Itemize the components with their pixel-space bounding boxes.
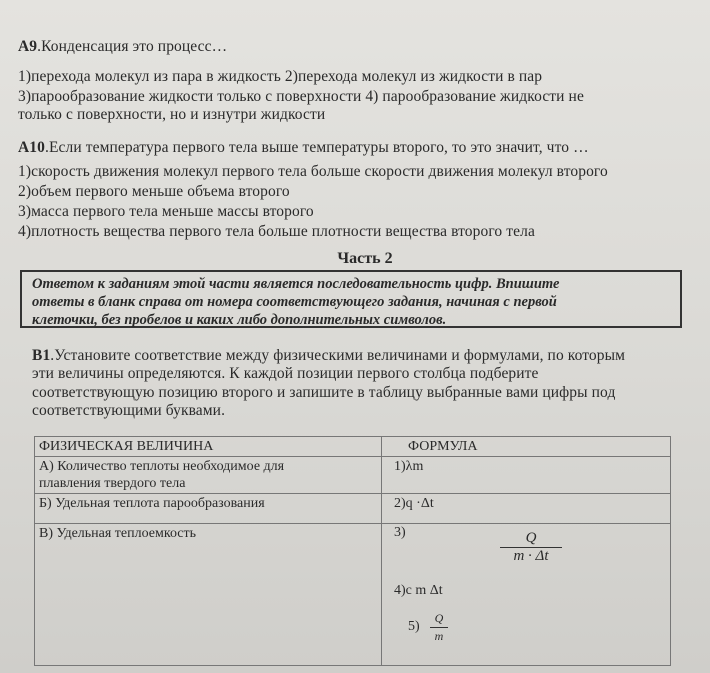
part2-note-line2: ответы в бланк справа от номера соответствующего задания, начиная с первой bbox=[32, 294, 557, 310]
b1-question: .Установите соответствие между физическими величинами и формулами, по которым bbox=[50, 347, 626, 364]
a10-option-4: 4)плотность вещества первого тела больше плотности вещества второго тела bbox=[18, 223, 535, 240]
formula-1: 1)λm bbox=[382, 457, 671, 494]
a9-label: А9 bbox=[18, 38, 38, 55]
part2-instructions-box bbox=[20, 270, 682, 328]
b1-label: В1 bbox=[32, 347, 51, 364]
formula-2: 2)q ·Δt bbox=[382, 494, 671, 524]
column-header-quantity: ФИЗИЧЕСКАЯ ВЕЛИЧИНА bbox=[35, 437, 382, 457]
formula-3-fraction bbox=[500, 530, 562, 565]
column-header-formula: ФОРМУЛА bbox=[382, 437, 671, 457]
a10-question: .Если температура первого тела выше температуры второго, то это значит, что … bbox=[45, 139, 589, 156]
formula-5-denominator: m bbox=[434, 629, 444, 643]
a9-title bbox=[18, 37, 700, 57]
formula-5-numerator: Q bbox=[434, 611, 444, 625]
matching-table bbox=[34, 436, 671, 666]
b1-title bbox=[32, 346, 700, 366]
formula-3-denominator: m · Δt bbox=[513, 548, 549, 564]
part2-note-line1: Ответом к заданиям этой части является последовательность цифр. Впишите bbox=[32, 276, 560, 292]
a9-question: .Конденсация это процесс… bbox=[37, 38, 228, 55]
row-a-quantity bbox=[35, 457, 382, 494]
a10-option-2: 2)объем первого меньше объема второго bbox=[18, 183, 290, 200]
row-a-line2: плавления твердого тела bbox=[39, 476, 186, 491]
row-c-quantity: В) Удельная теплоемкость bbox=[35, 524, 382, 666]
a10-title bbox=[18, 138, 700, 158]
part2-note-line3: клеточки, без пробелов и каких либо дополнительных символов. bbox=[32, 312, 447, 328]
a10-label: А10 bbox=[18, 139, 45, 156]
part2-heading: Часть 2 bbox=[337, 250, 393, 267]
a9-options-line3: только с поверхности, но и изнутри жидкости bbox=[18, 106, 326, 123]
a9-options-line2: 3)парообразование жидкости только с поверхности 4) парообразование жидкости не bbox=[18, 88, 584, 105]
formula-3-numerator: Q bbox=[525, 530, 537, 546]
a9-options-line1: 1)перехода молекул из пара в жидкость 2)перехода молекул из жидкости в пар bbox=[18, 68, 543, 85]
a10-option-3: 3)масса первого тела меньше массы второго bbox=[18, 203, 314, 220]
a10-option-1: 1)скорость движения молекул первого тела больше скорости движения молекул второго bbox=[18, 163, 608, 180]
formula-4: 4)c m Δt bbox=[394, 583, 443, 598]
row-a-line1: А) Количество теплоты необходимое для bbox=[39, 459, 285, 474]
b1-line4: соответствующими буквами. bbox=[32, 402, 226, 419]
formula-3-label: 3) bbox=[394, 525, 406, 540]
formula-5-label: 5) bbox=[408, 619, 420, 634]
b1-line2: эти величины определяются. К каждой позиции первого столбца подберите bbox=[32, 365, 539, 382]
row-b-quantity: Б) Удельная теплота парообразования bbox=[35, 494, 382, 524]
b1-line3: соответствующую позицию второго и запишите в таблицу выбранные вами цифры под bbox=[32, 384, 616, 401]
formula-5-fraction bbox=[430, 610, 448, 645]
formula-cell-3-5 bbox=[382, 524, 671, 666]
